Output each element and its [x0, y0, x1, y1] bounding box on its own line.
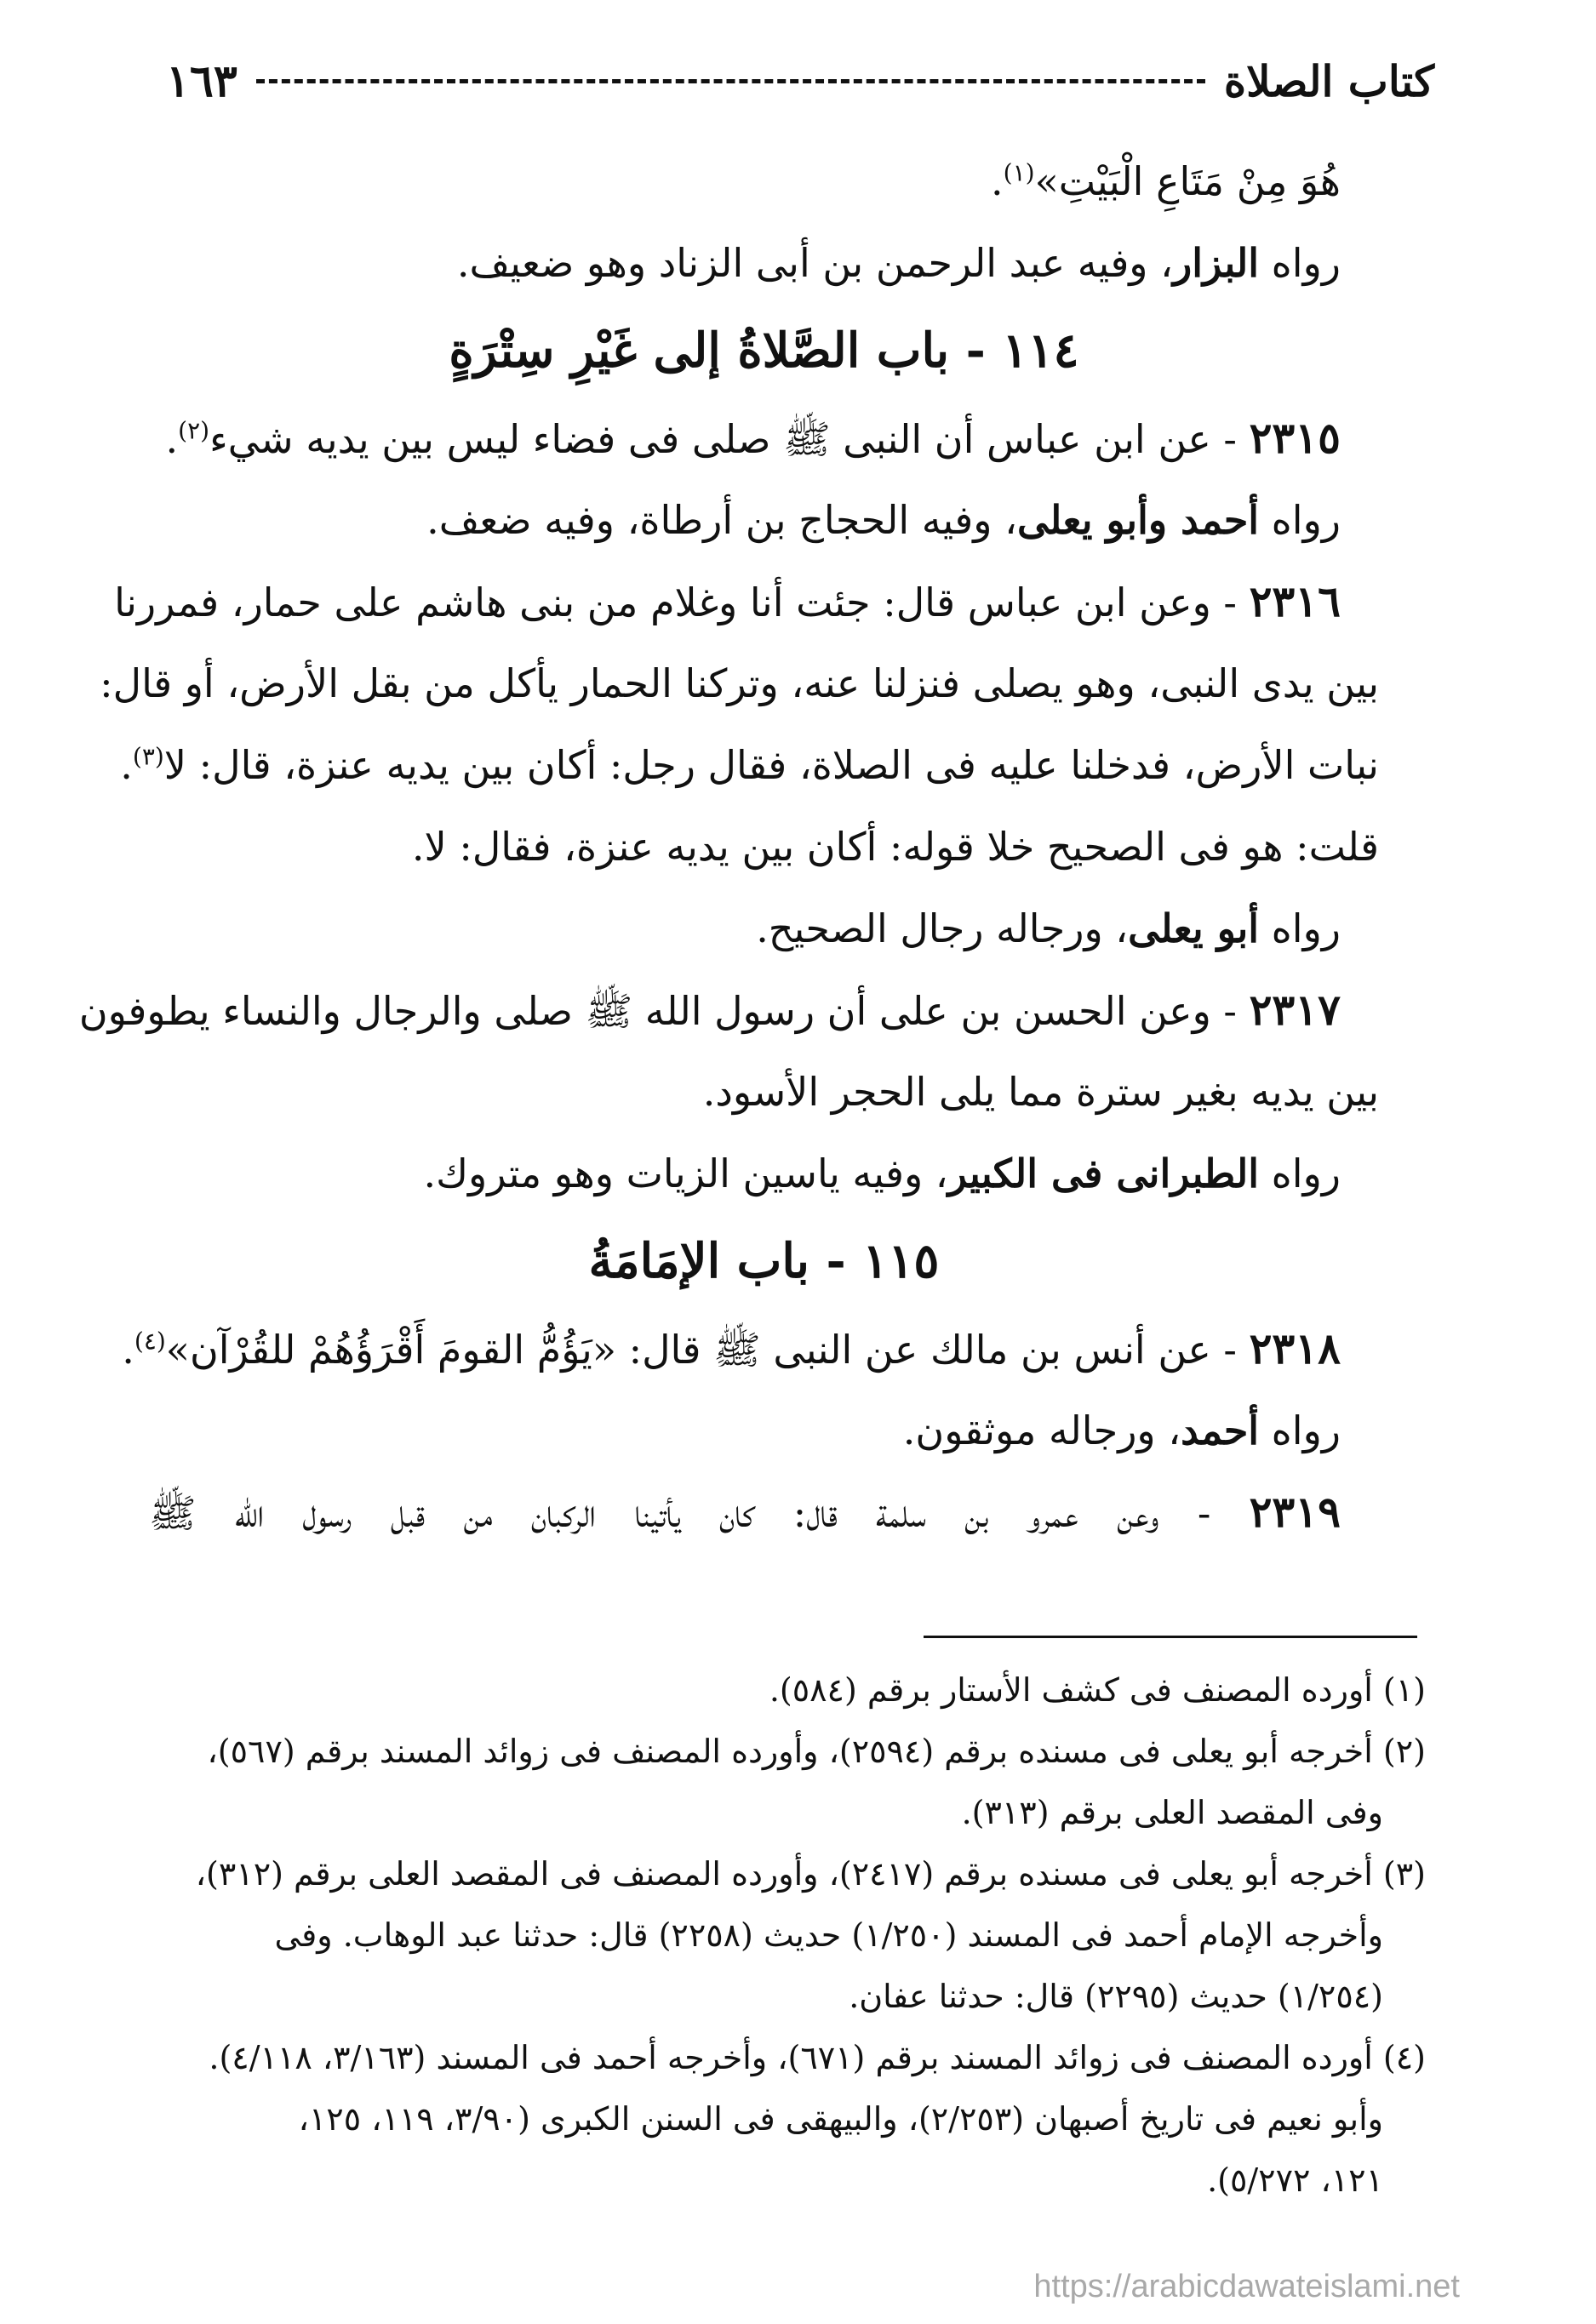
- text-segment: ، وفيه ياسين الزيات وهو متروك.: [423, 1151, 948, 1196]
- narration-line: [149, 888, 1379, 969]
- text-segment: رواه: [1259, 497, 1341, 543]
- footnotes: [149, 1659, 1426, 2211]
- footnote-3-cont: وأخرجه الإمام أحمد فى المسند (١/٢٥٠) حديث (٢٢٥٨) قال: حدثنا عبد الوهاب. وفى: [274, 1916, 1383, 1954]
- chapter-title: كتاب الصلاة: [1223, 55, 1434, 106]
- footnote-ref: (٣): [132, 742, 164, 771]
- text-segment: رواه: [1259, 240, 1341, 286]
- section-heading-115: ١١٥ - باب الإمَامَةُ: [588, 1233, 940, 1289]
- page-number: ١٦٣: [166, 54, 237, 107]
- hadith-2319: [149, 1471, 1379, 1553]
- narration-line: [149, 1133, 1379, 1214]
- footnote-4: (٤) أورده المصنف فى زوائد المسند برقم (٦٧١)، وأخرجه أحمد فى المسند (٣/١٦٣، ٤/١١٨).: [209, 2039, 1426, 2076]
- narration-line: [149, 1390, 1379, 1471]
- narration-line: [149, 479, 1379, 561]
- footnote-3: (٣) أخرجه أبو يعلى فى مسنده برقم (٢٤١٧)، وأورده المصنف فى المقصد العلى برقم (٣١٢)،: [195, 1855, 1426, 1893]
- text-segment: ، وفيه الحجاج بن أرطاة، وفيه ضعف.: [426, 497, 1017, 543]
- narrator-name: الطبرانى فى الكبير: [947, 1151, 1260, 1196]
- footnote-1: (١) أورده المصنف فى كشف الأستار برقم (٥٨٤).: [769, 1671, 1426, 1709]
- footnote-4-cont: ١٢١، ٥/٢٧٢).: [1207, 2161, 1383, 2199]
- hadith-text: - وعن عمرو بن سلمة قال: كان يأتينا الركبان من قبل رسول الله ﷺ: [149, 1490, 1250, 1536]
- hadith-2316: [114, 561, 1379, 642]
- text-segment: رواه: [1259, 1408, 1341, 1453]
- watermark-url: https://arabicdawateislami.net: [1033, 2269, 1460, 2304]
- narrator-name: البزار: [1173, 240, 1260, 286]
- text-segment: ، وفيه عبد الرحمن بن أبى الزناد وهو ضعيف.: [456, 240, 1173, 286]
- hadith-text: - عن أنس بن مالك عن النبى ﷺ قال: «يَؤُمُّ القومَ أَقْرَؤُهُمْ للقُرْآن»: [165, 1327, 1250, 1373]
- text-segment: ، ورجاله رجال الصحيح.: [756, 905, 1129, 951]
- header-dashed-rule: [256, 79, 1205, 83]
- hadith-text: - وعن الحسن بن على أن رسول الله ﷺ صلى والرجال والنساء يطوفون: [78, 988, 1250, 1034]
- page-header: [166, 51, 1434, 111]
- hadith-number: ٢٣١٧: [1249, 985, 1341, 1035]
- section-heading-114: ١١٤ - باب الصَّلاةُ إلى غَيْرِ سِتْرَةٍ: [449, 323, 1079, 379]
- text-segment: رواه: [1259, 905, 1341, 951]
- footnote-separator: [924, 1636, 1417, 1638]
- narrator-name: أحمد وأبو يعلى: [1016, 497, 1260, 543]
- text-line: بين يديه بغير سترة مما يلى الحجر الأسود.: [702, 1069, 1379, 1115]
- footnote-2-cont: وفى المقصد العلى برقم (٣١٣).: [961, 1794, 1383, 1831]
- hadith-2317: [78, 969, 1379, 1051]
- text-line: هُوَ مِنْ مَتَاعِ الْبَيْتِ»$^{(١)}$.: [991, 158, 1341, 204]
- footnote-ref: (٤): [134, 1327, 166, 1356]
- hadith-ending: هُوَ مِنْ مَتَاعِ الْبَيْتِ»: [1034, 158, 1341, 204]
- narrator-name: أحمد: [1181, 1408, 1260, 1453]
- hadith-number: ٢٣١٦: [1249, 576, 1341, 626]
- footnote-2: (٢) أخرجه أبو يعلى فى مسنده برقم (٢٥٩٤)، وأورده المصنف فى زوائد المسند برقم (٥٦٧)،: [207, 1733, 1426, 1770]
- footnote-ref: (٢): [178, 416, 210, 445]
- text-line: قلت: هو فى الصحيح خلا قوله: أكان بين يديه عنزة، فقال: لا.: [411, 824, 1379, 870]
- footnote-3-cont: (١/٢٥٤) حديث (٢٢٩٥) قال: حدثنا عفان.: [849, 1978, 1383, 2015]
- hadith-text: - عن ابن عباس أن النبى ﷺ صلى فى فضاء ليس بين يديه شيء: [209, 416, 1250, 462]
- footnote-4-cont: وأبو نعيم فى تاريخ أصبهان (٢/٢٥٣)، والبيهقى فى السنن الكبرى (٣/٩٠، ١١٩، ١٢٥،: [298, 2100, 1383, 2138]
- hadith-number: ٢٣١٨: [1249, 1323, 1341, 1373]
- hadith-2318: ٢٣١٨ - عن أنس بن مالك عن النبى ﷺ قال: «يَؤُمُّ القومَ أَقْرَؤُهُمْ للقُرْآن»$^{(٤)}$.: [122, 1323, 1341, 1373]
- narrator-name: أبو يعلى: [1128, 905, 1260, 951]
- hadith-number: ٢٣١٥: [1249, 413, 1341, 463]
- text-line: بين يدى النبى، وهو يصلى فنزلنا عنه، وتركنا الحمار يأكل من بقل الأرض، أو قال:: [100, 660, 1379, 706]
- text-segment: ، ورجاله موثقون.: [902, 1408, 1181, 1453]
- hadith-number: ٢٣١٩: [1249, 1487, 1341, 1537]
- footnote-ref: (١): [1003, 158, 1035, 187]
- text-line: نبات الأرض، فدخلنا عليه فى الصلاة، فقال رجل: أكان بين يديه عنزة، قال: لا$^{(٣)}$.: [120, 742, 1379, 788]
- hadith-2315: ٢٣١٥ - عن ابن عباس أن النبى ﷺ صلى فى فضاء ليس بين يديه شيء$^{(٢)}$.: [165, 413, 1341, 463]
- main-text: [78, 140, 1379, 1553]
- text-segment: رواه: [1259, 1151, 1341, 1196]
- narration-line: [149, 222, 1379, 304]
- hadith-text: - وعن ابن عباس قال: جئت أنا وغلام من بنى هاشم على حمار، فمررنا: [114, 580, 1250, 625]
- hadith-text: نبات الأرض، فدخلنا عليه فى الصلاة، فقال رجل: أكان بين يديه عنزة، قال: لا: [163, 742, 1379, 788]
